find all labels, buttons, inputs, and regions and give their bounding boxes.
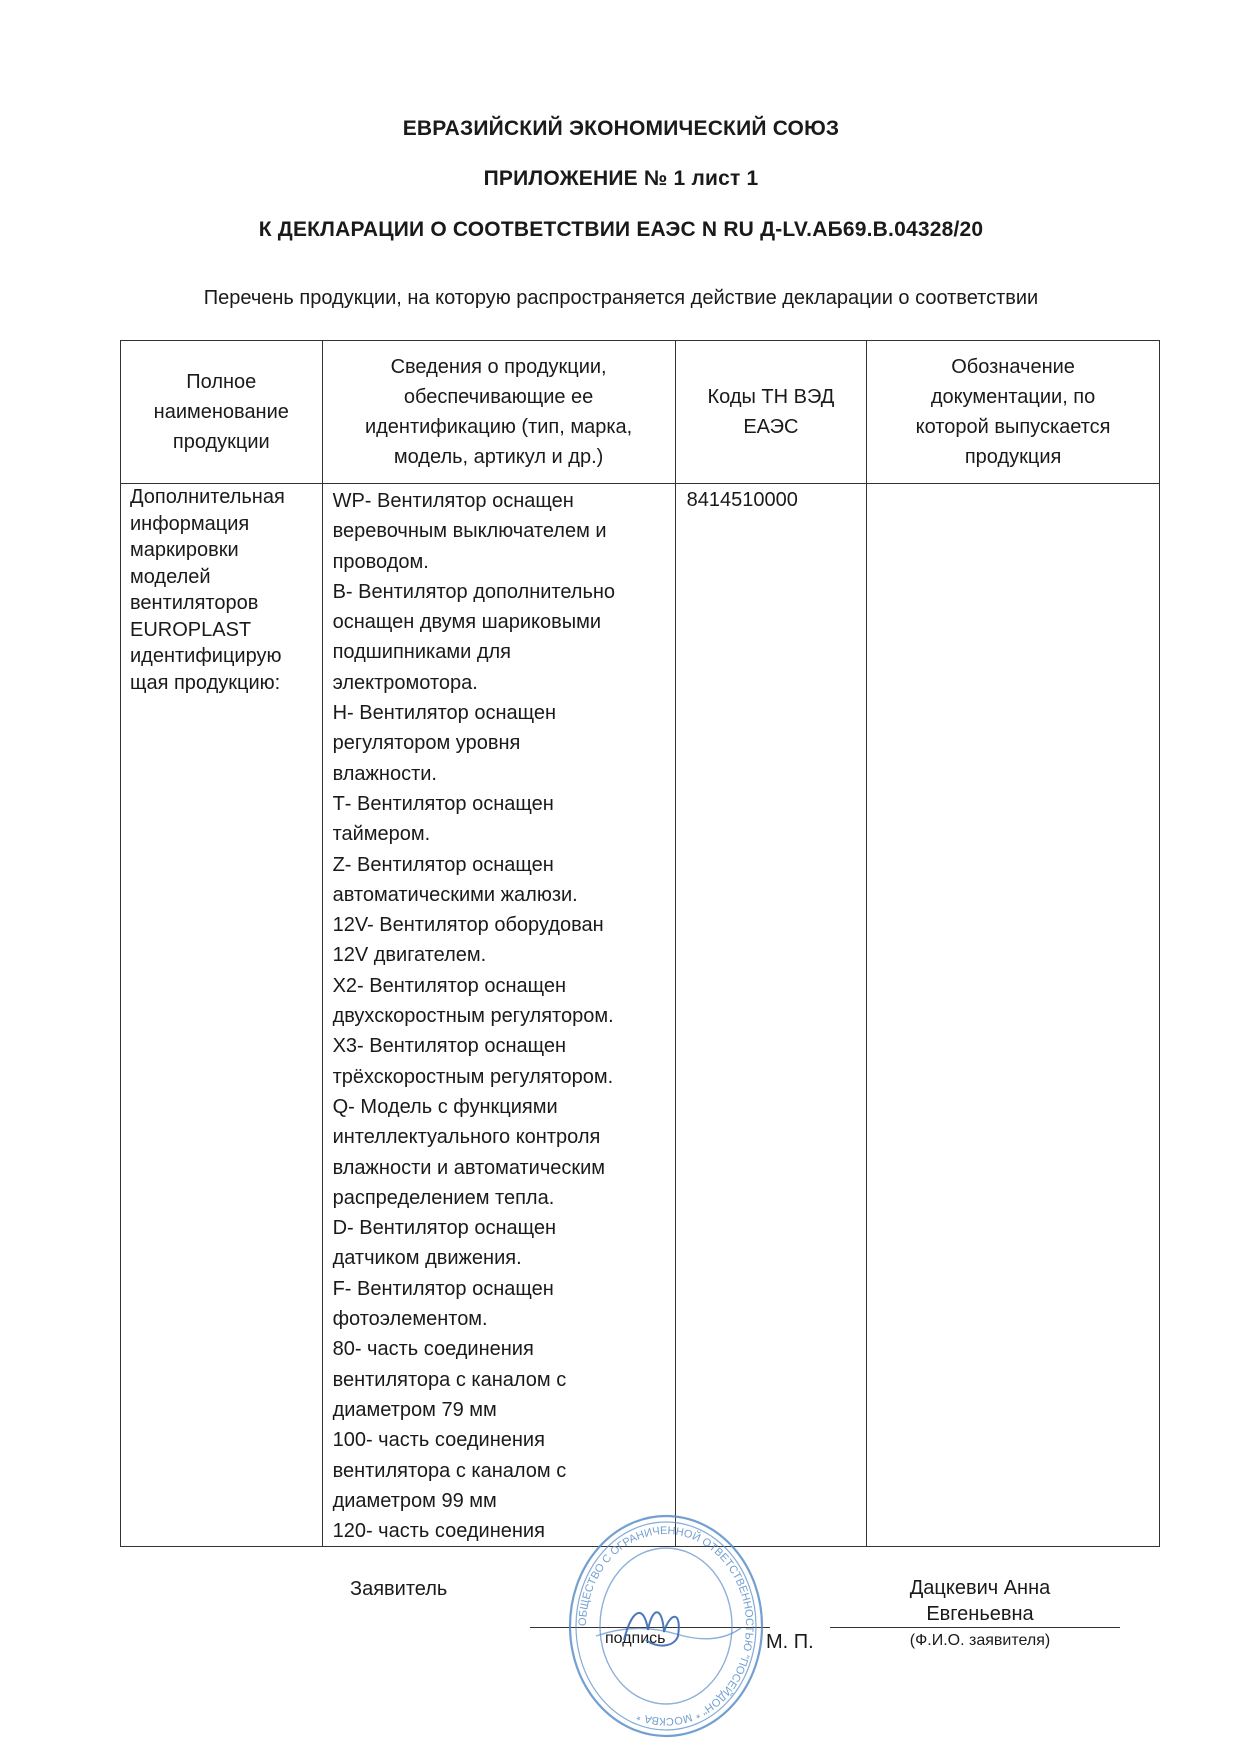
union-title: ЕВРАЗИЙСКИЙ ЭКОНОМИЧЕСКИЙ СОЮЗ	[402, 117, 840, 140]
info-line: WP- Вентилятор оснащен	[332, 490, 574, 512]
info-line: Х3- Вентилятор оснащен	[332, 1035, 567, 1058]
name-line: EUROPLAST	[130, 618, 252, 641]
info-line: 120- часть соединения	[332, 1520, 545, 1543]
info-line: интеллектуального контроля	[332, 1126, 601, 1149]
intro-text: Перечень продукции, на которую распространяется действие декларации о соответствии	[203, 287, 1039, 309]
header-documentation	[867, 341, 1160, 484]
info-line: диаметром 79 мм	[332, 1398, 497, 1421]
info-line: Z- Вентилятор оснащен	[332, 853, 554, 876]
table-header-row	[121, 341, 1160, 484]
info-line: фотоэлементом.	[332, 1308, 488, 1331]
header-line: модель, артикул и др.)	[393, 446, 604, 468]
header-line: продукция	[964, 446, 1062, 468]
header-line: обеспечивающие ее	[403, 386, 594, 408]
info-line: Н- Вентилятор оснащен	[332, 702, 557, 725]
info-line: датчиком движения.	[332, 1247, 522, 1270]
info-line: влажности и автоматическим	[332, 1156, 606, 1179]
header-line: продукции	[172, 431, 270, 453]
name-line: щая продукцию:	[130, 671, 281, 694]
info-line: Т- Вентилятор оснащен	[332, 792, 554, 815]
tn-ved-code: 8414510000	[686, 489, 798, 511]
header-line: документации, по	[930, 386, 1096, 408]
header-line: идентификацию (тип, марка,	[364, 416, 633, 438]
info-line: таймером.	[332, 823, 431, 846]
applicant-name-line: Дацкевич Анна	[909, 1577, 1051, 1599]
stamp-label: М. П.	[766, 1631, 814, 1653]
header-product-info	[322, 341, 675, 484]
svg-text:ОБЩЕСТВО С ОГРАНИЧЕННОЙ ОТВЕТС	[577, 1525, 755, 1727]
applicant-name-line: Евгеньевна	[926, 1603, 1034, 1625]
info-line: распределением тепла.	[332, 1186, 555, 1209]
info-line: вентилятора с каналом с	[332, 1459, 567, 1482]
info-line: регулятором уровня	[332, 732, 521, 755]
info-line: двухскоростным регулятором.	[332, 1005, 614, 1028]
info-line: автоматическими жалюзи.	[332, 883, 578, 906]
header-line: наименование	[153, 401, 289, 423]
header-line: Коды ТН ВЭД	[707, 386, 835, 408]
applicant-name	[860, 1575, 1100, 1627]
name-line: вентиляторов	[130, 592, 259, 614]
header-line: Обозначение	[951, 356, 1075, 378]
info-line: 80- часть соединения	[332, 1338, 534, 1361]
info-line: веревочным выключателем и	[332, 520, 607, 543]
info-line: оснащен двумя шариковыми	[332, 611, 602, 634]
info-line: В- Вентилятор дополнительно	[332, 580, 616, 603]
info-line: Q- Модель с функциями	[332, 1095, 558, 1118]
name-line: Дополнительная	[130, 486, 285, 508]
table-row	[121, 484, 1160, 1547]
documentation-cell	[867, 484, 1160, 1547]
declaration-title: К ДЕКЛАРАЦИИ О СООТВЕТСТВИИ ЕАЭС N RU Д-LV.АБ69.В.04328/20	[258, 218, 984, 241]
name-line-rule	[830, 1627, 1120, 1628]
name-line: маркировки	[130, 539, 239, 561]
info-line: 12V- Вентилятор оборудован	[332, 914, 604, 937]
stamp-ring-text: ОБЩЕСТВО С ОГРАНИЧЕННОЙ ОТВЕТСТВЕННОСТЬЮ "ПОСЕЙДОН" * МОСКВА *	[576, 1524, 756, 1728]
name-caption: (Ф.И.О. заявителя)	[909, 1632, 1051, 1649]
header-full-name	[121, 341, 323, 484]
applicant-label: Заявитель	[350, 1578, 448, 1600]
info-line: проводом.	[332, 550, 429, 573]
product-name-cell	[121, 484, 323, 1547]
header-line: Полное	[186, 371, 257, 393]
info-line: электромотора.	[332, 671, 478, 694]
header-line: которой выпускается	[915, 416, 1111, 438]
products-table	[120, 340, 1160, 1547]
appendix-title: ПРИЛОЖЕНИЕ № 1 лист 1	[483, 167, 759, 190]
name-line: информация	[130, 512, 250, 535]
header-line: ЕАЭС	[743, 416, 799, 438]
info-line: диаметром 99 мм	[332, 1489, 497, 1512]
product-info-cell	[322, 484, 675, 1547]
signature-line	[530, 1627, 770, 1628]
info-line: влажности.	[332, 762, 437, 785]
signature-caption: подпись	[605, 1630, 666, 1647]
info-line: 12V двигателем.	[332, 944, 487, 967]
info-line: трёхскоростным регулятором.	[332, 1065, 614, 1088]
info-line: вентилятора с каналом с	[332, 1368, 567, 1391]
header-tn-ved-codes	[675, 341, 867, 484]
header-line: Сведения о продукции,	[390, 356, 607, 378]
name-line: идентифицирую	[130, 645, 282, 667]
name-line: моделей	[130, 565, 211, 588]
tn-ved-code-cell	[675, 484, 867, 1547]
info-line: F- Вентилятор оснащен	[332, 1277, 554, 1300]
info-line: 100- часть соединения	[332, 1429, 545, 1452]
info-line: подшипниками для	[332, 641, 511, 664]
info-line: Х2- Вентилятор оснащен	[332, 974, 567, 997]
info-line: D- Вентилятор оснащен	[332, 1217, 557, 1240]
